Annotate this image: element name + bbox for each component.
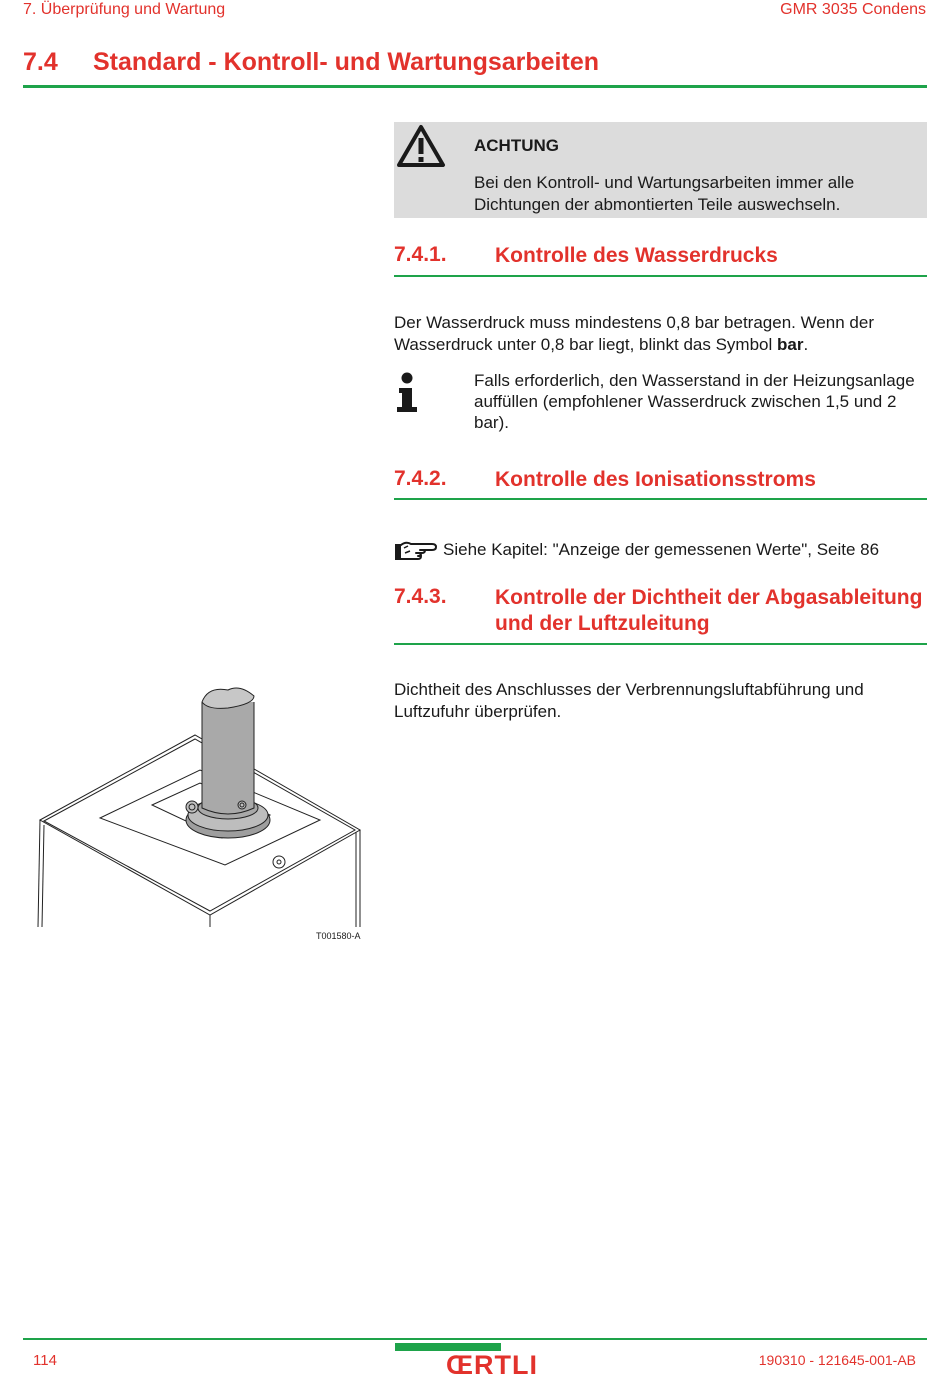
subsection-number-3: 7.4.3.	[394, 585, 447, 608]
subsection-number-1: 7.4.1.	[394, 243, 447, 266]
header-chapter: 7. Überprüfung und Wartung	[23, 1, 226, 18]
page-number: 114	[33, 1352, 57, 1369]
figure-label: T001580-A	[316, 931, 361, 941]
header-product: GMR 3035 Condens	[780, 1, 926, 18]
subsection-title-1: Kontrolle des Wasserdrucks	[495, 244, 778, 267]
brand-logo: ŒRTLI	[446, 1350, 538, 1380]
bar-symbol-text: bar	[776, 335, 804, 354]
section-divider	[23, 85, 927, 88]
warning-triangle-icon	[396, 124, 446, 168]
warning-text: Bei den Kontroll- und Wartungsarbeiten immer alle Dichtungen der abmontierten Teile auswechseln.	[474, 173, 855, 214]
subsection-title-3	[495, 585, 935, 637]
subsection-divider-1	[394, 275, 927, 277]
section-title: Standard - Kontroll- und Wartungsarbeiten	[93, 48, 600, 76]
subsection-number-2: 7.4.2.	[394, 467, 447, 490]
reference-text[interactable]: Siehe Kapitel: "Anzeige der gemessenen Werte", Seite 86	[443, 540, 880, 559]
subsection-divider-2	[394, 498, 927, 500]
subsection-title-3-line2: und der Luftzuleitung	[495, 612, 710, 635]
subsection-title-2: Kontrolle des Ionisationsstroms	[495, 468, 816, 491]
pointing-hand-icon	[394, 538, 438, 564]
boiler-flue-figure	[30, 680, 370, 930]
warning-title: ACHTUNG	[474, 136, 559, 155]
footer-divider	[23, 1338, 927, 1340]
subsection-divider-3	[394, 643, 927, 645]
section-number: 7.4	[23, 48, 58, 76]
water-pressure-text: Der Wasserdruck muss mindestens 0,8 bar betragen. Wenn der Wasserdruck unter 0,8 bar liegt, blinkt das Symbol	[394, 313, 874, 354]
subsection-title-3-line1: Kontrolle der Dichtheit der Abgasableitung	[495, 586, 923, 609]
water-pressure-end: .	[803, 335, 809, 354]
document-code: 190310 - 121645-001-AB	[758, 1352, 916, 1368]
info-text: Falls erforderlich, den Wasserstand in der Heizungsanlage auffüllen (empfohlener Wasserdruck zwischen 1,5 und 2 bar).	[474, 371, 915, 432]
seal-check-text: Dichtheit des Anschlusses der Verbrennungsluftabführung und Luftzufuhr überprüfen.	[394, 680, 864, 721]
water-pressure-paragraph	[394, 312, 927, 356]
info-icon	[396, 372, 420, 414]
